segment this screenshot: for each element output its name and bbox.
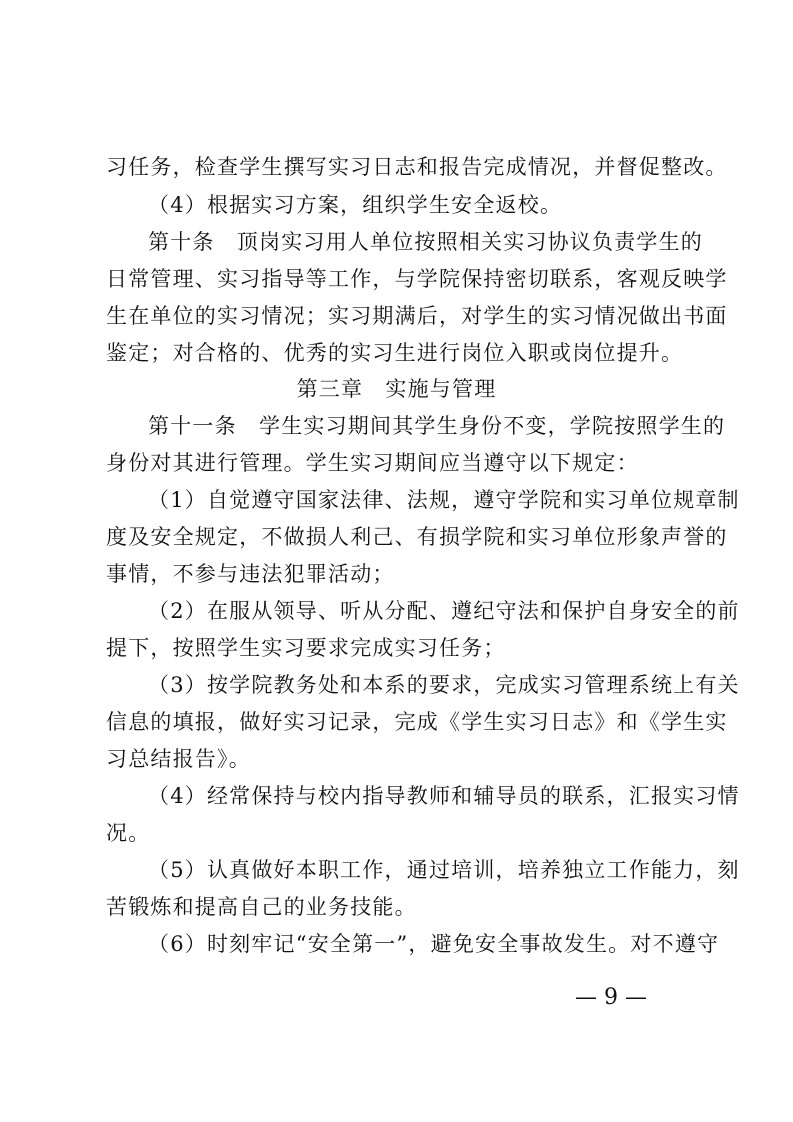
text-line-13: （2）在服从领导、听从分配、遵纪守法和保护自身安全的前 — [148, 599, 740, 623]
text-line-5: 生在单位的实习情况；实习期满后，对学生的实习情况做出书面 — [106, 304, 728, 328]
page-number: — 9 — — [575, 985, 647, 1010]
text-line-2: （4）根据实习方案，组织学生安全返校。 — [148, 193, 563, 217]
text-line-10: （1）自觉遵守国家法律、法规，遵守学院和实习单位规章制 — [148, 488, 740, 512]
text-line-4: 日常管理、实习指导等工作，与学院保持密切联系，客观反映学 — [106, 267, 728, 291]
text-line-16: 信息的填报，做好实习记录，完成《学生实习日志》和《学生实 — [106, 710, 728, 734]
text-line-19: 况。 — [106, 821, 151, 845]
text-line-9: 身份对其进行管理。学生实习期间应当遵守以下规定： — [106, 451, 639, 475]
text-line-15: （3）按学院教务处和本系的要求，完成实习管理系统上有关 — [148, 673, 740, 697]
text-line-12: 事情，不参与违法犯罪活动； — [106, 562, 395, 586]
text-line-14: 提下，按照学生实习要求完成实习任务； — [106, 636, 506, 660]
chapter-heading: 第三章 实施与管理 — [296, 377, 497, 401]
text-line-3: 第十条 顶岗实习用人单位按照相关实习协议负责学生的 — [148, 230, 703, 254]
text-line-17: 习总结报告》。 — [106, 747, 251, 771]
text-line-22: （6）时刻牢记“安全第一”，避免安全事故发生。对不遵守 — [148, 932, 720, 956]
text-line-21: 苦锻炼和提高自己的业务技能。 — [106, 895, 417, 919]
text-line-18: （4）经常保持与校内指导教师和辅导员的联系，汇报实习情 — [148, 784, 740, 808]
text-line-1: 习任务，检查学生撰写实习日志和报告完成情况，并督促整改。 — [106, 155, 728, 179]
text-line-20: （5）认真做好本职工作，通过培训，培养独立工作能力，刻 — [148, 858, 740, 882]
text-line-11: 度及安全规定，不做损人利己、有损学院和实习单位形象声誉的 — [106, 525, 728, 549]
text-line-8: 第十一条 学生实习期间其学生身份不变，学院按照学生的 — [148, 414, 726, 438]
text-line-6: 鉴定；对合格的、优秀的实习生进行岗位入职或岗位提升。 — [106, 341, 684, 365]
